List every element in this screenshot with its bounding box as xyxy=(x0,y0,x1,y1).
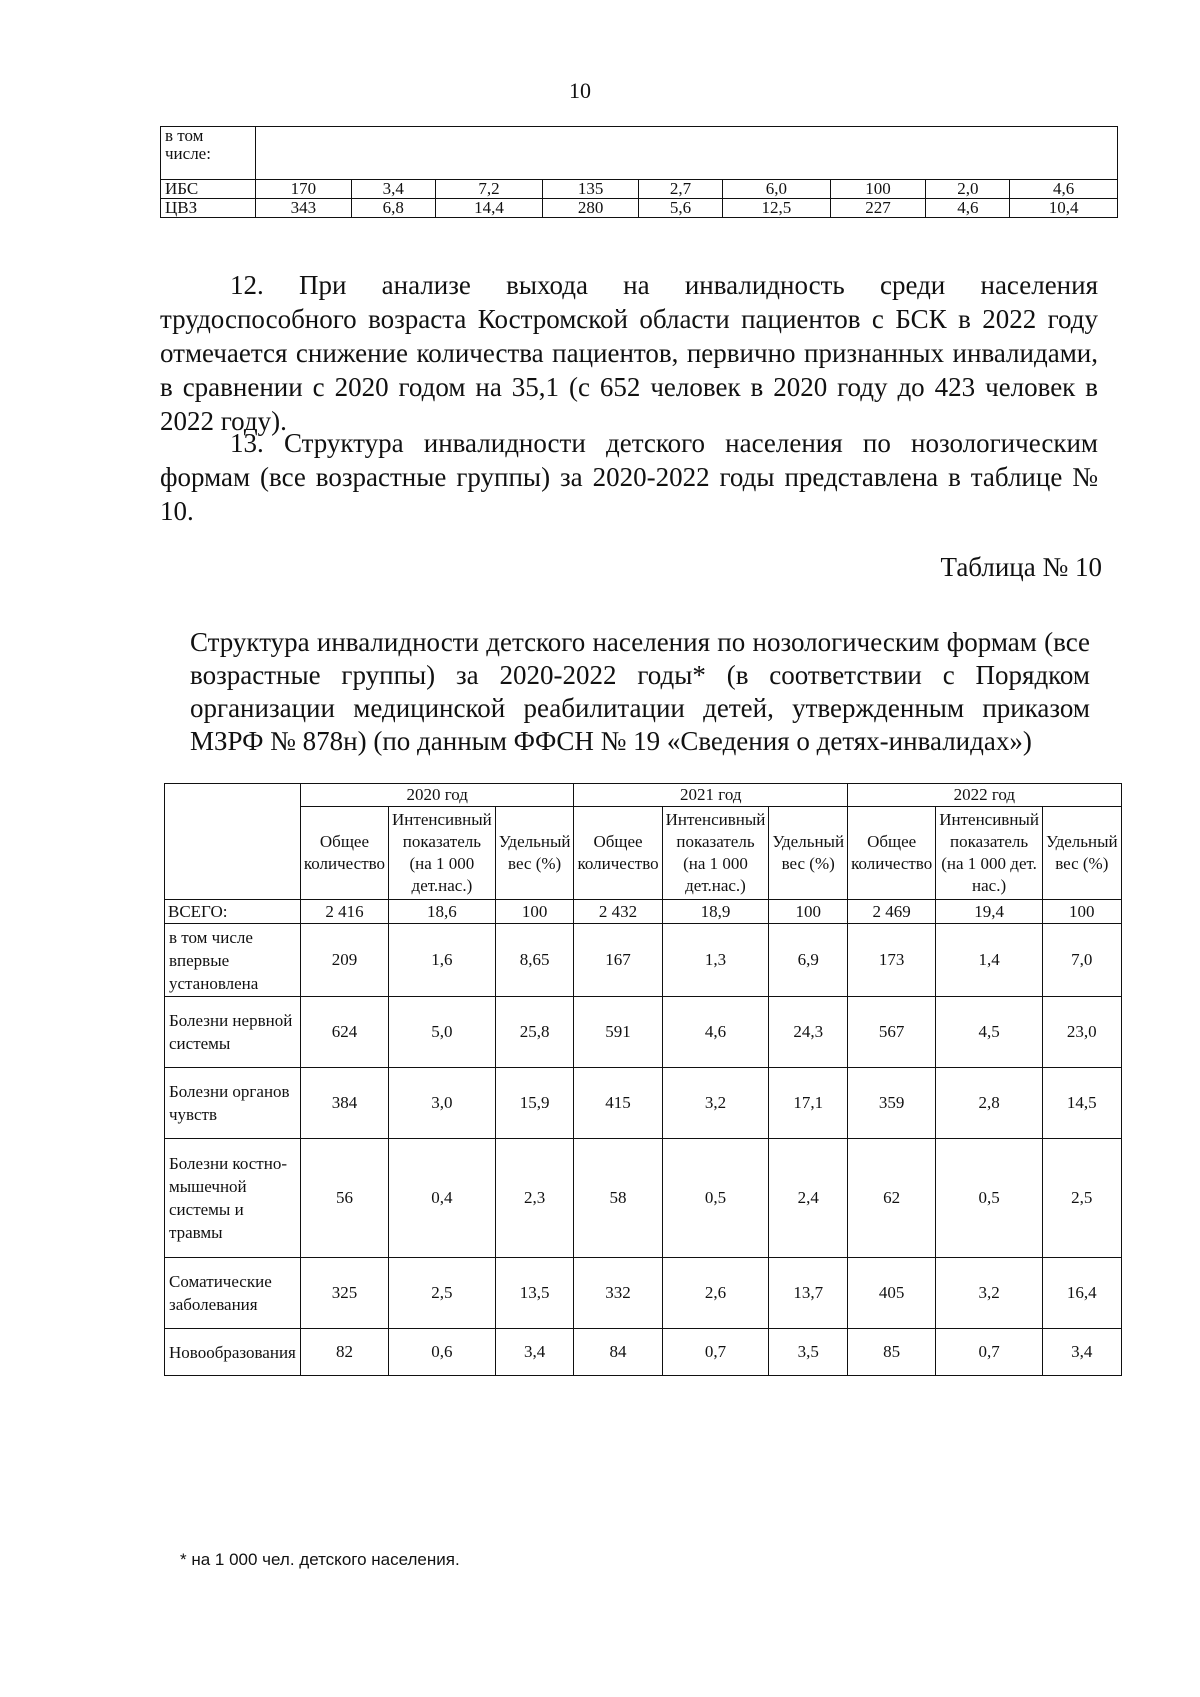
cell: 2 432 xyxy=(574,900,662,924)
table-title: Структура инвалидности детского населения по нозологическим формам (все возрастные группы) за 2020-2022 годы* (в соответствии с Порядком организации медицинской реабилитации детей, утвержденным приказом МЗРФ № 878н) (по данным ФФСН № 19 «Сведения о детях-инвалидах») xyxy=(190,627,1090,756)
cell: 0,5 xyxy=(662,1139,769,1258)
cell: 12,5 xyxy=(723,199,831,218)
cell: 167 xyxy=(574,924,662,997)
column-header: Интенсивный показатель (на 1 000 дет.нас.) xyxy=(389,807,496,900)
cell: 3,4 xyxy=(1042,1329,1121,1376)
cell: 3,2 xyxy=(936,1258,1043,1329)
cell: 3,4 xyxy=(351,180,435,199)
column-header: Общее количество xyxy=(574,807,662,900)
row-label: ЦВЗ xyxy=(161,199,256,218)
table-row xyxy=(165,1068,1122,1139)
cell: 100 xyxy=(495,900,574,924)
table-subheader-row xyxy=(165,807,1122,900)
row-label: в том числе: xyxy=(161,127,256,180)
cell: 359 xyxy=(848,1068,936,1139)
cell: 1,4 xyxy=(936,924,1043,997)
cell: 2,3 xyxy=(495,1139,574,1258)
column-header: Удельный вес (%) xyxy=(495,807,574,900)
column-header: Удельный вес (%) xyxy=(769,807,848,900)
table-row xyxy=(161,180,1118,199)
table-row xyxy=(165,1139,1122,1258)
cell: 0,4 xyxy=(389,1139,496,1258)
cell: 1,6 xyxy=(389,924,496,997)
cell: 17,1 xyxy=(769,1068,848,1139)
cell: 3,5 xyxy=(769,1329,848,1376)
cell: 170 xyxy=(256,180,352,199)
cell: 56 xyxy=(300,1139,388,1258)
cell: 227 xyxy=(830,199,926,218)
cell: 4,6 xyxy=(662,997,769,1068)
cell: 18,9 xyxy=(662,900,769,924)
cell: 13,5 xyxy=(495,1258,574,1329)
cell: 84 xyxy=(574,1329,662,1376)
cell: 3,2 xyxy=(662,1068,769,1139)
cell: 4,6 xyxy=(1010,180,1118,199)
cell: 16,4 xyxy=(1042,1258,1121,1329)
cell: 332 xyxy=(574,1258,662,1329)
cell: 24,3 xyxy=(769,997,848,1068)
table-caption: Таблица № 10 xyxy=(940,552,1102,582)
cell: 3,4 xyxy=(495,1329,574,1376)
cell: 325 xyxy=(300,1258,388,1329)
cell: 18,6 xyxy=(389,900,496,924)
empty-cell xyxy=(256,127,1118,180)
cell: 624 xyxy=(300,997,388,1068)
cell: 4,5 xyxy=(936,997,1043,1068)
cell: 2,8 xyxy=(936,1068,1043,1139)
table-header-row xyxy=(165,784,1122,807)
cell: 7,2 xyxy=(435,180,543,199)
cell: 2,4 xyxy=(769,1139,848,1258)
cell: 23,0 xyxy=(1042,997,1121,1068)
row-label: Болезни нервной системы xyxy=(165,997,301,1068)
table-row xyxy=(161,199,1118,218)
column-header: Удельный вес (%) xyxy=(1042,807,1121,900)
row-label: в том числе впервые установлена xyxy=(165,924,301,997)
table-row xyxy=(165,924,1122,997)
column-header: Общее количество xyxy=(848,807,936,900)
cell: 209 xyxy=(300,924,388,997)
cell: 58 xyxy=(574,1139,662,1258)
cell: 7,0 xyxy=(1042,924,1121,997)
cell: 2,0 xyxy=(926,180,1010,199)
table-row xyxy=(165,997,1122,1068)
cell: 2,5 xyxy=(389,1258,496,1329)
cell: 62 xyxy=(848,1139,936,1258)
row-label: ВСЕГО: xyxy=(165,900,301,924)
cell: 567 xyxy=(848,997,936,1068)
cell: 384 xyxy=(300,1068,388,1139)
cell: 343 xyxy=(256,199,352,218)
cell: 2,5 xyxy=(1042,1139,1121,1258)
top-partial-table xyxy=(160,126,1118,218)
cell: 3,0 xyxy=(389,1068,496,1139)
row-label: Соматические заболевания xyxy=(165,1258,301,1329)
table-row xyxy=(165,1329,1122,1376)
cell: 6,8 xyxy=(351,199,435,218)
cell: 100 xyxy=(1042,900,1121,924)
cell: 15,9 xyxy=(495,1068,574,1139)
cell: 1,3 xyxy=(662,924,769,997)
cell: 13,7 xyxy=(769,1258,848,1329)
cell: 100 xyxy=(769,900,848,924)
cell: 173 xyxy=(848,924,936,997)
cell: 0,5 xyxy=(936,1139,1043,1258)
table-row xyxy=(165,1258,1122,1329)
cell: 5,6 xyxy=(639,199,723,218)
cell: 0,6 xyxy=(389,1329,496,1376)
column-header: Общее количество xyxy=(300,807,388,900)
cell: 85 xyxy=(848,1329,936,1376)
column-header: Интенсивный показатель (на 1 000 дет. нас.) xyxy=(936,807,1043,900)
cell: 8,65 xyxy=(495,924,574,997)
cell: 82 xyxy=(300,1329,388,1376)
page-number: 10 xyxy=(569,78,591,103)
cell: 135 xyxy=(543,180,639,199)
cell: 25,8 xyxy=(495,997,574,1068)
cell: 2 416 xyxy=(300,900,388,924)
cell: 280 xyxy=(543,199,639,218)
cell: 4,6 xyxy=(926,199,1010,218)
table-row xyxy=(165,900,1122,924)
footnote: * на 1 000 чел. детского населения. xyxy=(180,1550,460,1569)
paragraph-12: 12. При анализе выхода на инвалидность среди населения трудоспособного возраста Костромской области пациентов с БСК в 2022 году отмечается снижение количества пациентов, первично признанных инвалидами, в сравнении с 2020 годом на 35,1 (с 652 человек в 2020 году до 423 человек в 2022 году). xyxy=(160,270,1098,436)
cell: 0,7 xyxy=(662,1329,769,1376)
cell: 591 xyxy=(574,997,662,1068)
row-label: Болезни костно-мышечной системы и травмы xyxy=(165,1139,301,1258)
cell: 5,0 xyxy=(389,997,496,1068)
cell: 14,5 xyxy=(1042,1068,1121,1139)
disability-structure-table xyxy=(164,783,1122,1376)
cell: 405 xyxy=(848,1258,936,1329)
year-header: 2021 год xyxy=(574,784,848,807)
cell: 19,4 xyxy=(936,900,1043,924)
table-row xyxy=(161,127,1118,180)
row-label: ИБС xyxy=(161,180,256,199)
cell: 10,4 xyxy=(1010,199,1118,218)
row-label: Болезни органов чувств xyxy=(165,1068,301,1139)
cell: 6,0 xyxy=(723,180,831,199)
row-label: Новообразования xyxy=(165,1329,301,1376)
paragraph-13: 13. Структура инвалидности детского населения по нозологическим формам (все возрастные группы) за 2020-2022 годы представлена в таблице № 10. xyxy=(160,428,1098,526)
cell: 100 xyxy=(830,180,926,199)
year-header: 2020 год xyxy=(300,784,574,807)
cell: 2 469 xyxy=(848,900,936,924)
column-header: Интенсивный показатель (на 1 000 дет.нас.) xyxy=(662,807,769,900)
cell: 415 xyxy=(574,1068,662,1139)
cell: 2,7 xyxy=(639,180,723,199)
cell: 2,6 xyxy=(662,1258,769,1329)
empty-header-cell xyxy=(165,784,301,900)
cell: 14,4 xyxy=(435,199,543,218)
cell: 6,9 xyxy=(769,924,848,997)
cell: 0,7 xyxy=(936,1329,1043,1376)
year-header: 2022 год xyxy=(848,784,1122,807)
